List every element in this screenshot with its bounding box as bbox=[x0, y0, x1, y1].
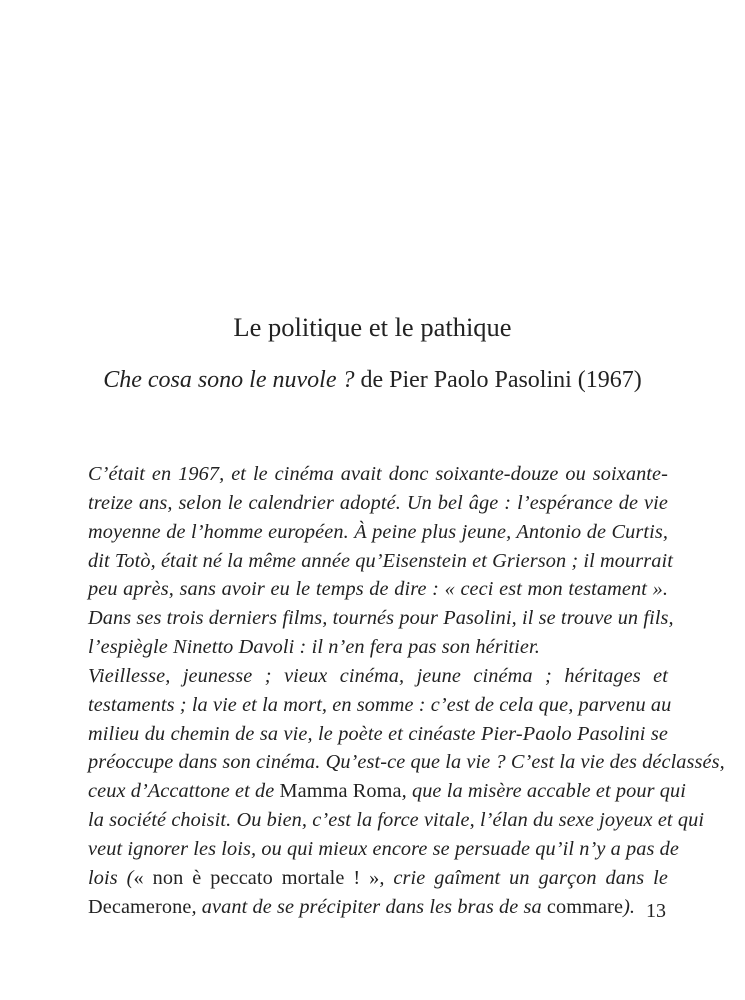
text-segment: ceux d’Accattone et de bbox=[88, 780, 280, 803]
text-line bbox=[88, 864, 668, 893]
film-reference: Mamma Roma bbox=[279, 780, 402, 803]
chapter-title: Le politique et le pathique bbox=[233, 312, 512, 342]
body-text bbox=[88, 460, 725, 922]
text-line bbox=[88, 893, 668, 922]
text-line: treize ans, selon le calendrier adopté. Un bel âge : l’espérance de vie bbox=[88, 491, 668, 514]
text-line: milieu du chemin de sa vie, le poète et cinéaste Pier-Paolo Pasolini se bbox=[88, 722, 668, 745]
text-segment: lois ( bbox=[88, 866, 134, 889]
quotation: « non è peccato mortale ! » bbox=[133, 866, 380, 889]
text-line bbox=[88, 777, 686, 806]
film-reference: Decamerone bbox=[88, 895, 192, 918]
text-line: Dans ses trois derniers films, tournés pour Pasolini, il se trouve un fils, bbox=[88, 607, 674, 630]
text-line: dit Totò, était né la même année qu’Eisenstein et Grierson ; il mourrait bbox=[88, 549, 673, 572]
text-segment: , avant de se précipiter dans les bras de sa bbox=[191, 895, 547, 918]
text-segment: , crie gaîment un garçon dans le bbox=[379, 866, 668, 889]
text-segment: commare bbox=[546, 895, 624, 918]
text-line: l’espiègle Ninetto Davoli : il n’en fera pas son héritier. bbox=[88, 636, 540, 659]
text-line: préoccupe dans son cinéma. Qu’est-ce que la vie ? C’est la vie des déclassés, bbox=[88, 751, 725, 774]
chapter-subtitle bbox=[0, 363, 745, 397]
text-line: testaments ; la vie et la mort, en somme : c’est de cela que, parvenu au bbox=[88, 693, 672, 716]
text-line: moyenne de l’homme européen. À peine plus jeune, Antonio de Curtis, bbox=[88, 520, 668, 543]
text-line: C’était en 1967, et le cinéma avait donc soixante-douze ou soixante- bbox=[88, 463, 668, 485]
text-line: veut ignorer les lois, ou qui mieux encore se persuade qu’il n’y a pas de bbox=[88, 837, 680, 860]
text-line: Vieillesse, jeunesse ; vieux cinéma, jeune cinéma ; héritages et bbox=[88, 664, 668, 687]
subtitle-rest: de Pier Paolo Pasolini (1967) bbox=[354, 367, 642, 393]
film-title: Che cosa sono le nuvole ? bbox=[103, 367, 355, 393]
text-segment: ). bbox=[623, 895, 636, 918]
page-number: 13 bbox=[646, 900, 666, 922]
text-line: peu après, sans avoir eu le temps de dire : « ceci est mon testament ». bbox=[88, 578, 668, 601]
text-segment: , que la misère accable et pour qui bbox=[401, 780, 686, 803]
text-line: la société choisit. Ou bien, c’est la force vitale, l’élan du sexe joyeux et qui bbox=[88, 809, 705, 832]
